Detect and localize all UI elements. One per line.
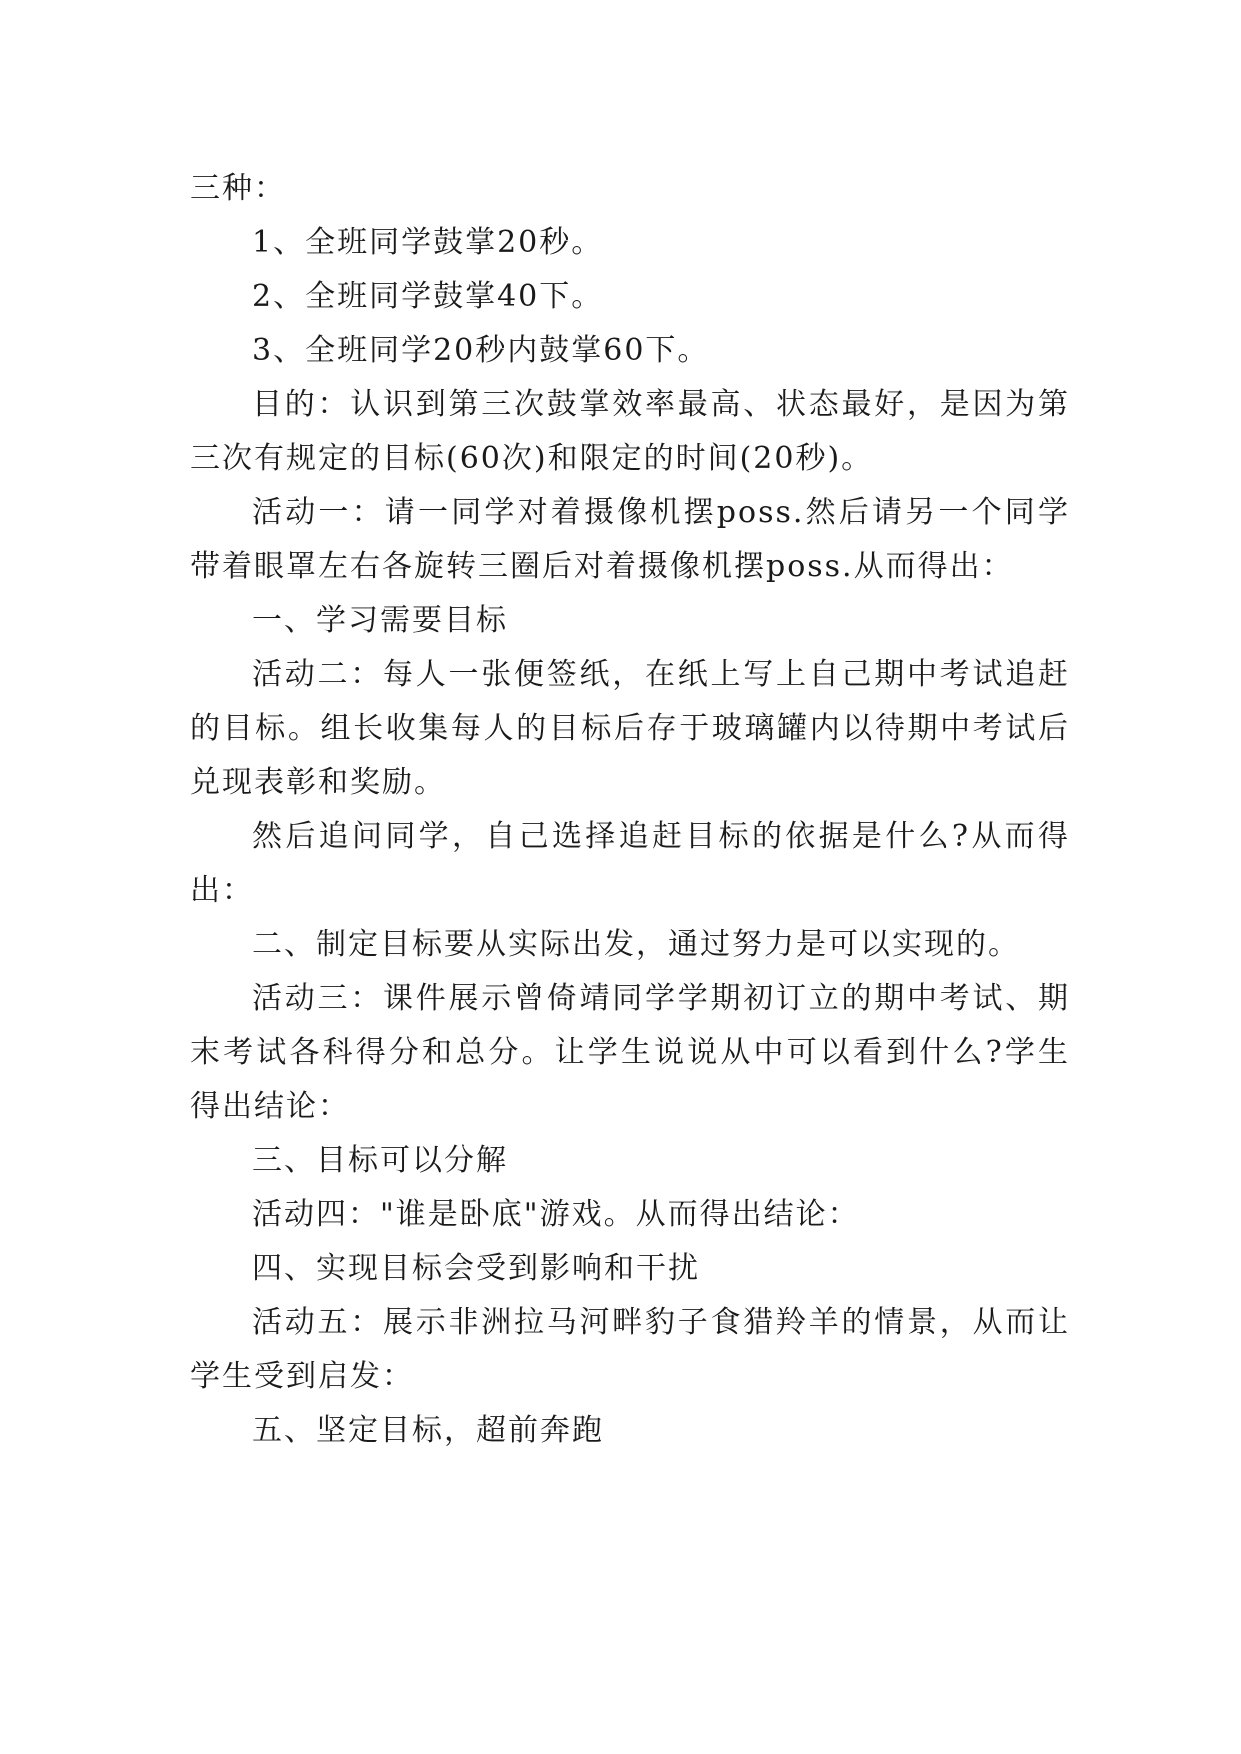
paragraph-activity-2: 活动二：每人一张便签纸，在纸上写上自己期中考试追赶的目标。组长收集每人的目标后存于玻璃罐内以待期中考试后兑现表彰和奖励。	[190, 657, 1070, 800]
paragraph-item-2: 2、全班同学鼓掌40下。	[252, 279, 604, 314]
heading-point-2: 二、制定目标要从实际出发，通过努力是可以实现的。	[252, 927, 1020, 962]
paragraph-purpose: 目的：认识到第三次鼓掌效率最高、状态最好，是因为第三次有规定的目标(60次)和限定的时间(20秒)。	[190, 387, 1070, 476]
paragraph-activity-3: 活动三：课件展示曾倚靖同学学期初订立的期中考试、期末考试各科得分和总分。让学生说说从中可以看到什么?学生得出结论：	[190, 981, 1070, 1124]
paragraph-activity-4: 活动四："谁是卧底"游戏。从而得出结论：	[252, 1197, 860, 1232]
heading-point-4: 四、实现目标会受到影响和干扰	[252, 1251, 700, 1286]
paragraph-item-1: 1、全班同学鼓掌20秒。	[252, 225, 604, 260]
heading-point-1: 一、学习需要目标	[252, 603, 508, 638]
paragraph-activity-5: 活动五：展示非洲拉马河畔豹子食猎羚羊的情景，从而让学生受到启发：	[190, 1305, 1070, 1394]
heading-point-5: 五、坚定目标，超前奔跑	[252, 1413, 604, 1448]
heading-point-3: 三、目标可以分解	[252, 1143, 508, 1178]
document-body	[190, 162, 1070, 1458]
paragraph-three-kinds: 三种：	[190, 171, 286, 206]
paragraph-follow-up: 然后追问同学，自己选择追赶目标的依据是什么?从而得出：	[190, 819, 1070, 908]
paragraph-activity-1: 活动一：请一同学对着摄像机摆poss.然后请另一个同学带着眼罩左右各旋转三圈后对着摄像机摆poss.从而得出：	[190, 495, 1070, 584]
paragraph-item-3: 3、全班同学20秒内鼓掌60下。	[252, 333, 710, 368]
